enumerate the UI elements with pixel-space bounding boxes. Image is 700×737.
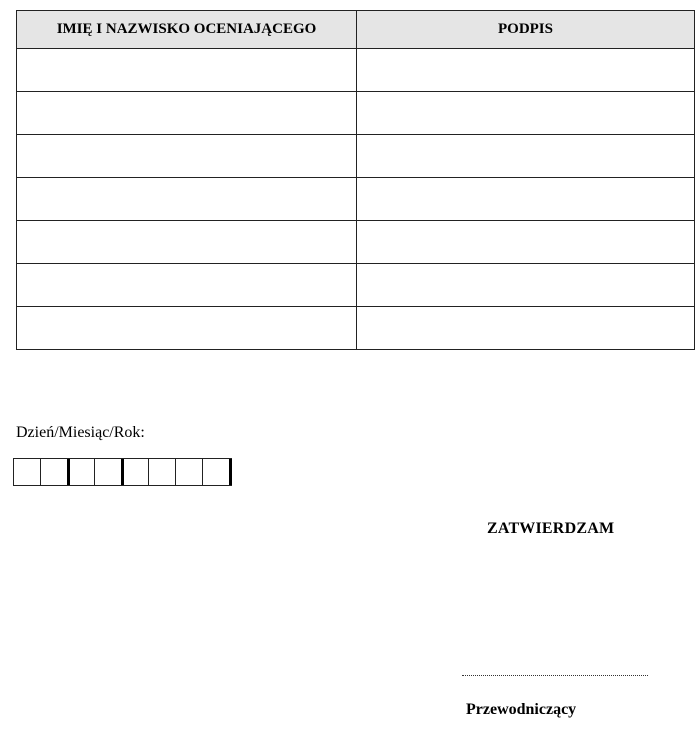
chairman-label: Przewodniczący: [466, 701, 577, 718]
date-input-boxes: [13, 458, 232, 486]
month-digit-box-2[interactable]: [94, 459, 121, 485]
table-row: [17, 221, 695, 264]
evaluators-table: [16, 10, 695, 350]
date-box-end-divider: [229, 459, 232, 485]
evaluator-name-cell[interactable]: [17, 307, 357, 350]
signature-cell[interactable]: [357, 92, 695, 135]
signature-cell[interactable]: [357, 307, 695, 350]
table-row: [17, 135, 695, 178]
evaluator-name-header: IMIĘ I NAZWISKO OCENIAJĄCEGO: [17, 11, 357, 49]
evaluator-name-cell[interactable]: [17, 178, 357, 221]
day-digit-box-1[interactable]: [13, 459, 40, 485]
year-digit-box-4[interactable]: [202, 459, 229, 485]
year-digit-box-1[interactable]: [121, 459, 148, 485]
signature-cell[interactable]: [357, 264, 695, 307]
year-digit-box-2[interactable]: [148, 459, 175, 485]
table-row: [17, 49, 695, 92]
evaluator-name-cell[interactable]: [17, 264, 357, 307]
day-digit-box-2[interactable]: [40, 459, 67, 485]
year-digit-box-3[interactable]: [175, 459, 202, 485]
table-row: [17, 92, 695, 135]
approval-title: ZATWIERDZAM: [487, 520, 615, 537]
table-row: [17, 178, 695, 221]
evaluator-name-cell[interactable]: [17, 221, 357, 264]
evaluator-name-cell[interactable]: [17, 135, 357, 178]
month-digit-box-1[interactable]: [67, 459, 94, 485]
table-header-row: [17, 11, 695, 49]
evaluator-name-cell[interactable]: [17, 92, 357, 135]
table-row: [17, 264, 695, 307]
evaluator-name-cell[interactable]: [17, 49, 357, 92]
signature-cell[interactable]: [357, 178, 695, 221]
signature-header: PODPIS: [357, 11, 695, 49]
signature-cell[interactable]: [357, 135, 695, 178]
signature-cell[interactable]: [357, 221, 695, 264]
signature-line[interactable]: [462, 675, 648, 676]
date-label: Dzień/Miesiąc/Rok:: [16, 424, 145, 441]
table-row: [17, 307, 695, 350]
signature-cell[interactable]: [357, 49, 695, 92]
